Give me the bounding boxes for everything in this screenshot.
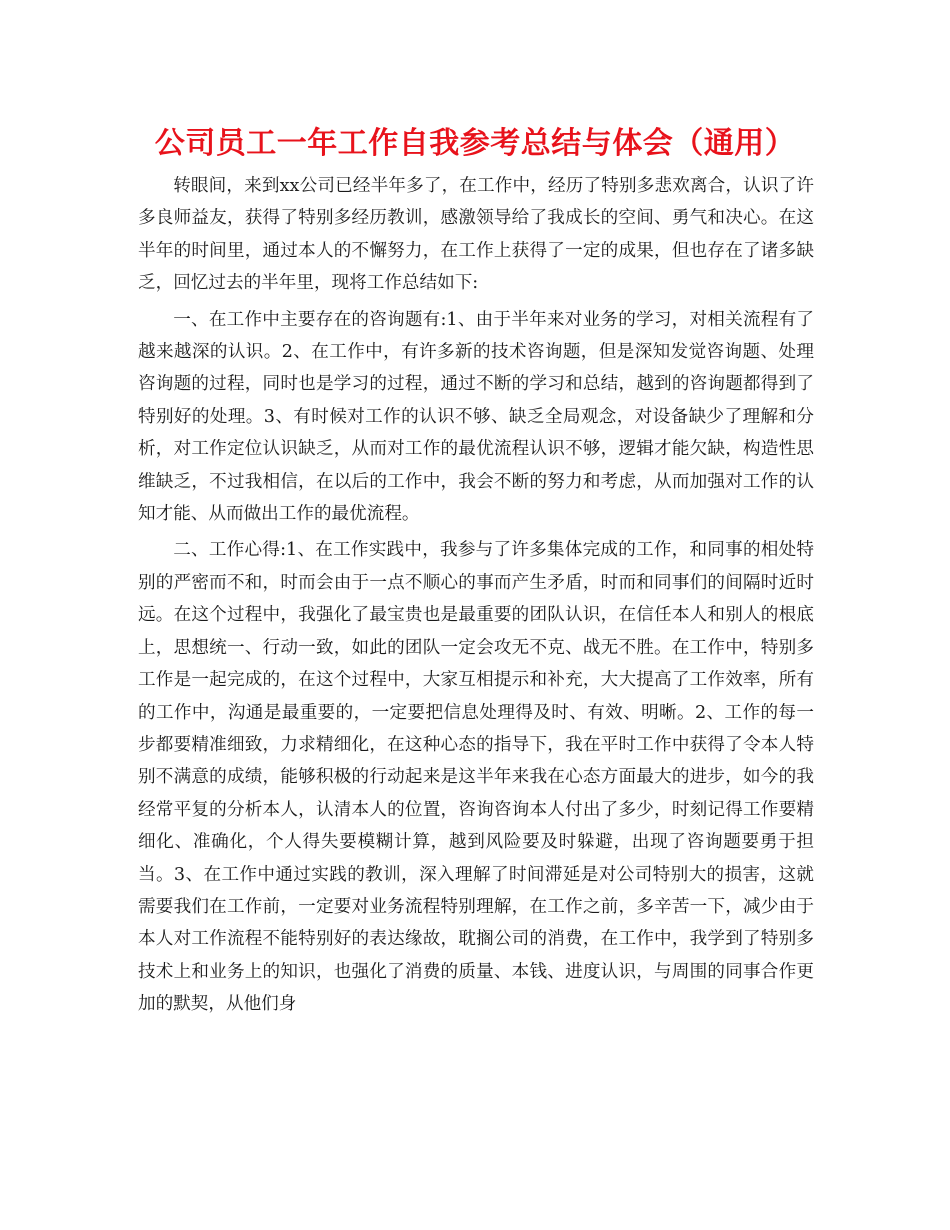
paragraph-problems: 一、在工作中主要存在的咨询题有:1、由于半年来对业务的学习，对相关流程有了越来越深的认识。2、在工作中，有许多新的技术咨询题，但是深知发觉咨询题、处理咨询题的过程，同时也是学习的过程，通过不断的学习和总结，越到的咨询题都得到了特别好的处理。3、有时候对工作的认识不够、缺乏全局观念，对设备缺少了理解和分析，对工作定位认识缺乏，从而对工作的最优流程认识不够，逻辑才能欠缺，构造性思维缺乏，不过我相信，在以后的工作中，我会不断的努力和考虑，从而加强对工作的认知才能、从而做出工作的最优流程。 — [138, 309, 814, 525]
paragraph-experience: 二、工作心得:1、在工作实践中，我参与了许多集体完成的工作，和同事的相处特别的严密而不和，时而会由于一点不顺心的事而产生矛盾，时而和同事们的间隔时近时远。在这个过程中，我强化了最宝贵也是最重要的团队认识，在信任本人和别人的根底上，思想统一、行动一致，如此的团队一定会攻无不克、战无不胜。在工作中，特别多工作是一起完成的，在这个过程中，大家互相提示和补充，大大提高了工作效率，所有的工作中，沟通是最重要的，一定要把信息处理得及时、有效、明晰。2、工作的每一步都要精准细致，力求精细化，在这种心态的指导下，我在平时工作中获得了令本人特别不满意的成绩，能够积极的行动起来是这半年来我在心态方面最大的进步，如今的我经常平复的分析本人，认清本人的位置，咨询咨询本人付出了多少，时刻记得工作要精细化、准确化，个人得失要模糊计算，越到风险要及时躲避，出现了咨询题要勇于担当。3、在工作中通过实践的教训，深入理解了时间滞延是对公司特别大的损害，这就需要我们在工作前，一定要对业务流程特别理解，在工作之前，多辛苦一下，减少由于本人对工作流程不能特别好的表达缘故，耽搁公司的消费，在工作中，我学到了特别多技术上和业务上的知识，也强化了消费的质量、本钱、进度认识，与周围的同事合作更加的默契，从他们身 — [138, 540, 814, 1015]
document-body — [138, 170, 814, 1025]
document-title: 公司员工一年工作自我参考总结与体会（通用） — [154, 126, 796, 161]
paragraph-intro: 转眼间，来到xx公司已经半年多了，在工作中，经历了特别多悲欢离合，认识了许多良师益友，获得了特别多经历教训，感激领导给了我成长的空间、勇气和决心。在这半年的时间里，通过本人的不懈努力，在工作上获得了一定的成果，但也存在了诸多缺乏，回忆过去的半年里，现将工作总结如下: — [138, 176, 814, 294]
